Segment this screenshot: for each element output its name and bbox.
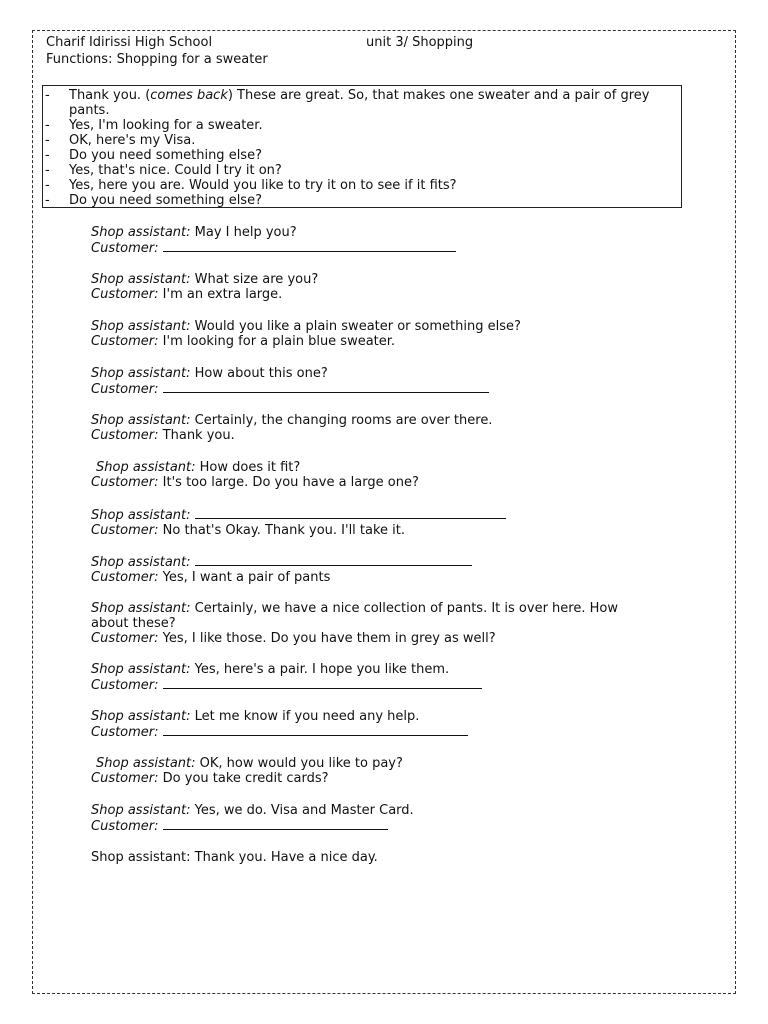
customer-label: Customer: [91, 475, 159, 490]
bullet-dash: - [45, 148, 50, 163]
customer-label: Customer: [91, 631, 159, 646]
answer-option [43, 133, 681, 148]
shop-assistant-label: Shop assistant: [91, 601, 191, 616]
shop-assistant-answer-blank[interactable] [195, 554, 472, 566]
shop-assistant-label: Shop assistant: [91, 366, 191, 381]
bullet-dash: - [45, 178, 50, 193]
option-text: Yes, I'm looking for a sweater. [69, 118, 263, 133]
customer-label: Customer: [91, 382, 159, 397]
option-text-italic: comes back [150, 88, 228, 103]
bullet-dash: - [45, 193, 50, 208]
unit-title: unit 3/ Shopping [366, 35, 474, 50]
customer-line: No that's Okay. Thank you. I'll take it. [162, 523, 406, 538]
dialogue-exchange [91, 507, 651, 538]
dialogue-exchange [91, 272, 651, 302]
functions-title: Functions: Shopping for a sweater [46, 52, 268, 67]
dialogue-exchange [91, 319, 651, 349]
shop-assistant-label: Shop assistant: [91, 803, 191, 818]
customer-line: I'm looking for a plain blue sweater. [162, 334, 396, 349]
shop-assistant-label: Shop assistant: [96, 756, 196, 771]
customer-label: Customer: [91, 241, 159, 256]
answer-option [43, 148, 681, 163]
customer-answer-blank[interactable] [163, 381, 489, 393]
answer-option [43, 178, 681, 193]
shop-assistant-label: Shop assistant: [91, 225, 191, 240]
dialogue-exchange [91, 803, 651, 834]
customer-label: Customer: [91, 428, 159, 443]
customer-line: Yes, I like those. Do you have them in grey as well? [162, 631, 496, 646]
shop-assistant-line: What size are you? [194, 272, 319, 287]
shop-assistant-label: Shop assistant: [91, 413, 191, 428]
dialogue-exchange [91, 366, 651, 397]
shop-assistant-label: Shop assistant: [96, 460, 196, 475]
customer-label: Customer: [91, 334, 159, 349]
answer-option [43, 118, 681, 133]
shop-assistant-label: Shop assistant: [91, 555, 191, 570]
customer-label: Customer: [91, 523, 159, 538]
shop-assistant-line: Would you like a plain sweater or something else? [194, 319, 521, 334]
dialogue-exchange [91, 756, 651, 786]
customer-line: It's too large. Do you have a large one? [162, 475, 419, 490]
shop-assistant-line: How about this one? [194, 366, 328, 381]
bullet-dash: - [45, 133, 50, 148]
shop-assistant-line: Certainly, the changing rooms are over there. [194, 413, 493, 428]
shop-assistant-line: May I help you? [194, 225, 297, 240]
customer-label: Customer: [91, 771, 159, 786]
shop-assistant-line: Let me know if you need any help. [194, 709, 420, 724]
dialogue-exchange [91, 554, 651, 585]
option-text: Yes, that's nice. Could I try it on? [69, 163, 282, 178]
shop-assistant-label: Shop assistant: [91, 319, 191, 334]
shop-assistant-line: Yes, here's a pair. I hope you like them. [194, 662, 450, 677]
customer-answer-blank[interactable] [163, 818, 388, 830]
shop-assistant-line: How does it fit? [199, 460, 301, 475]
customer-line: Thank you. [162, 428, 235, 443]
bullet-dash: - [45, 88, 50, 103]
customer-label: Customer: [91, 819, 159, 834]
customer-answer-blank[interactable] [163, 240, 456, 252]
option-text: OK, here's my Visa. [69, 133, 196, 148]
customer-label: Customer: [91, 678, 159, 693]
customer-label: Customer: [91, 725, 159, 740]
dialogue-exchange [91, 601, 651, 646]
shop-assistant-label: Shop assistant: [91, 709, 191, 724]
dialogue-exchange [91, 413, 651, 443]
shop-assistant-label: Shop assistant: [91, 662, 191, 677]
option-text: Yes, here you are. Would you like to try it on to see if it fits? [69, 178, 457, 193]
shop-assistant-label: Shop assistant: [91, 508, 191, 523]
option-text: Do you need something else? [69, 193, 262, 208]
dialogue-exchange [91, 225, 651, 256]
bullet-dash: - [45, 118, 50, 133]
customer-label: Customer: [91, 570, 159, 585]
answer-option [43, 193, 681, 208]
customer-answer-blank[interactable] [163, 677, 482, 689]
dialogue-exchange [91, 460, 651, 490]
answer-options-box [42, 85, 682, 208]
shop-assistant-label: Shop assistant: [91, 272, 191, 287]
closing-exchange [91, 850, 651, 865]
shop-assistant-line: Certainly, we have a nice collection of pants. It is over here. How about these? [91, 601, 618, 631]
bullet-dash: - [45, 163, 50, 178]
answer-option [43, 88, 681, 118]
shop-assistant-line: Yes, we do. Visa and Master Card. [194, 803, 414, 818]
option-text: Thank you. ( [69, 88, 151, 103]
customer-label: Customer: [91, 287, 159, 302]
customer-line: Yes, I want a pair of pants [162, 570, 331, 585]
option-text: Do you need something else? [69, 148, 262, 163]
dialogue-exchange [91, 662, 651, 693]
dialogue-exchange [91, 709, 651, 740]
customer-answer-blank[interactable] [163, 724, 468, 736]
closing-line: Shop assistant: Thank you. Have a nice day. [91, 850, 378, 865]
customer-line: I'm an extra large. [162, 287, 283, 302]
school-name: Charif Idirissi High School [46, 35, 213, 50]
answer-option [43, 163, 681, 178]
customer-line: Do you take credit cards? [162, 771, 329, 786]
shop-assistant-line: OK, how would you like to pay? [199, 756, 403, 771]
shop-assistant-answer-blank[interactable] [195, 507, 506, 519]
option-text: ) These are great. So, that makes one sweater and a pair of grey pants. [69, 88, 650, 118]
